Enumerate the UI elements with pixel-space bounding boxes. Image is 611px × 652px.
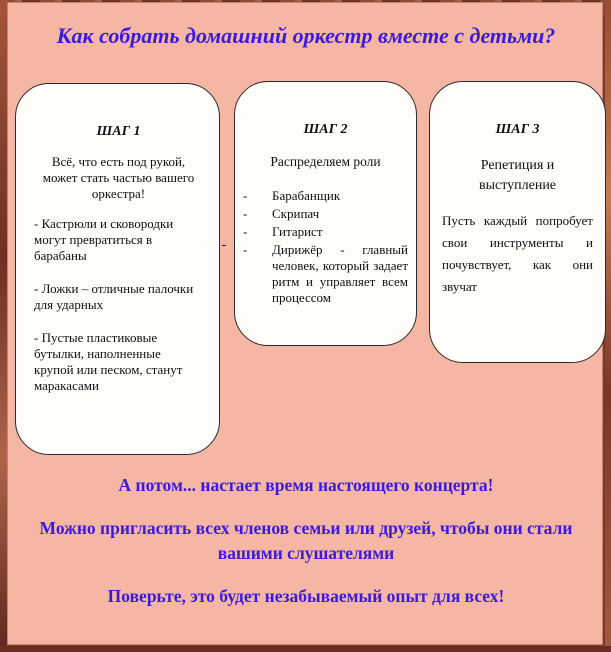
poster <box>7 2 603 645</box>
footer-line: А потом... настает время настоящего концерта! <box>118 475 494 495</box>
footer-line: Можно пригласить всех членов семьи или друзей, чтобы они стали вашими слушателями <box>39 518 573 563</box>
background-left-strip <box>0 0 7 652</box>
list-dash: - <box>243 206 248 221</box>
step-3-subtitle: Репетиция и выступление <box>478 158 557 193</box>
step-2-heading: ШАГ 2 <box>303 122 348 137</box>
connector-mark <box>222 245 226 246</box>
step-1-intro: Всё, что есть под рукой, может стать частью вашего оркестра! <box>42 154 195 201</box>
role-list <box>243 188 408 306</box>
list-dash: - <box>243 242 248 257</box>
step-2-subtitle: Распределяем роли <box>270 154 381 169</box>
role-label: Дирижёр - главный человек, который задает ритм и управляет всем процессом <box>272 242 408 305</box>
role-item <box>243 188 408 204</box>
list-dash: - <box>243 224 248 239</box>
step-1-item: - Кастрюли и сковородки могут превратиться в барабаны <box>34 216 174 263</box>
role-item <box>243 242 408 306</box>
step-1-heading: ШАГ 1 <box>96 124 141 139</box>
step-3-card <box>429 81 606 363</box>
poster-title: Как собрать домашний оркестр вместе с детьми? <box>56 23 556 48</box>
role-item <box>243 224 408 240</box>
role-label: Барабанщик <box>272 188 341 203</box>
background-bottom-strip <box>0 646 611 652</box>
role-label: Гитарист <box>272 224 323 239</box>
step-2-card <box>234 81 417 346</box>
footer-line: Поверьте, это будет незабываемый опыт для всех! <box>107 586 505 606</box>
step-1-card <box>15 83 220 455</box>
step-3-body: Пусть каждый попробует свои инструменты и почувствует, как они звучат <box>442 213 593 294</box>
list-dash: - <box>243 188 248 203</box>
step-1-item: - Ложки – отличные палочки для ударных <box>34 281 194 312</box>
step-3-heading: ШАГ 3 <box>495 122 540 137</box>
step-1-item: - Пустые пластиковые бутылки, наполненные крупой или песком, станут маракасами <box>34 330 183 393</box>
role-item <box>243 206 408 222</box>
role-label: Скрипач <box>272 206 320 221</box>
